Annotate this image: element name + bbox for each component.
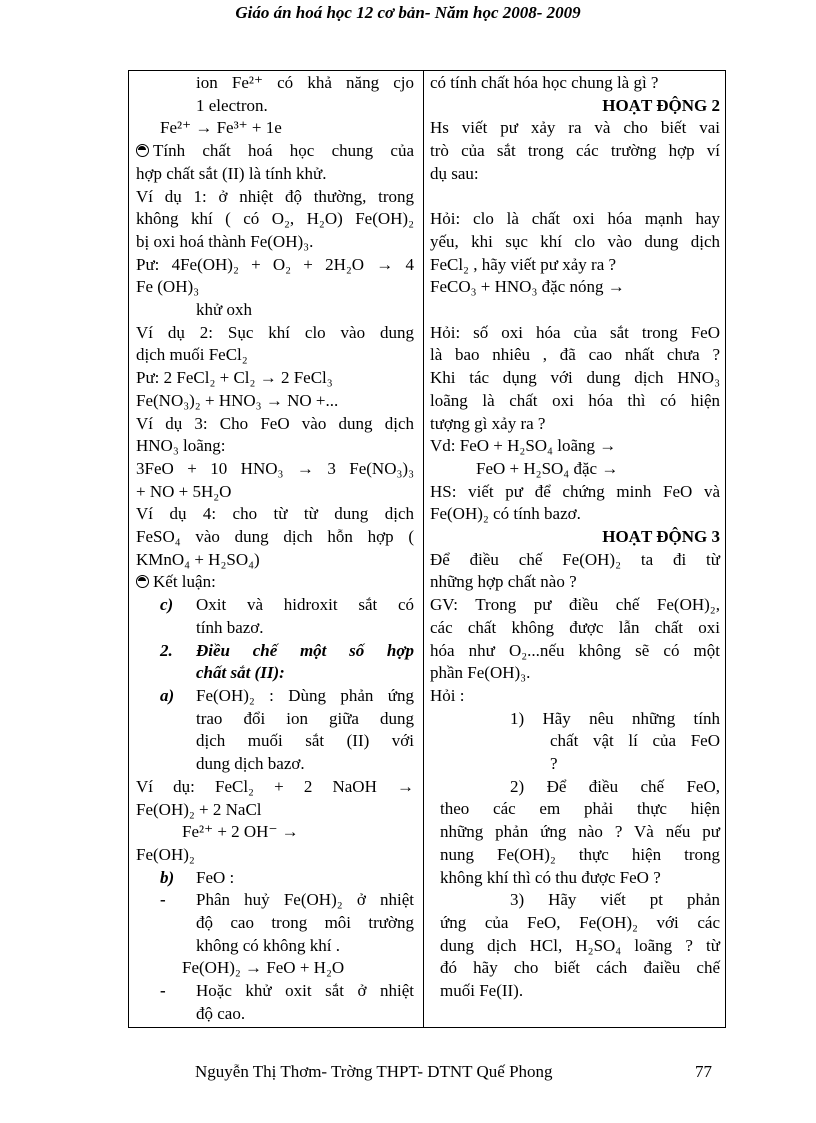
line-text: loãng là chất oxi hóa thì có hiện <box>430 390 720 410</box>
column-divider <box>423 70 424 1028</box>
line-text: Pư: 4Fe(OH)₂ + O₂ + 2H₂O → 4 <box>136 254 414 274</box>
list-marker: c) <box>160 595 174 615</box>
line-text: Ví dụ 4: cho từ từ dung dịch <box>136 504 414 524</box>
right-line <box>430 231 720 254</box>
line-text: Hs viết pư xảy ra và cho biết vai <box>430 118 720 138</box>
right-line <box>430 685 720 708</box>
right-line <box>430 662 720 685</box>
right-line <box>430 912 720 935</box>
line-text: tính bazơ. <box>196 617 264 637</box>
line-text: chất sắt (II): <box>196 663 285 683</box>
line-text: Vd: FeO + H₂SO₄ loãng → <box>430 436 617 456</box>
right-line <box>430 322 720 345</box>
line-text: Ví dụ 3: Cho FeO vào dung dịch <box>136 413 414 433</box>
left-line <box>136 186 414 209</box>
left-line <box>136 254 414 277</box>
line-text: Ví dụ 2: Sục khí clo vào dung <box>136 322 414 342</box>
line-text: Fe²⁺ → Fe³⁺ + 1e <box>160 118 282 138</box>
left-line <box>136 208 414 231</box>
right-line <box>430 571 720 594</box>
line-text: không có không khí . <box>196 935 341 955</box>
line-text: trò của sắt trong các trường hợp ví <box>430 141 720 161</box>
page-footer: Nguyễn Thị Thơm- Trờng THPT- DTNT Quế Phong <box>195 1062 553 1081</box>
list-marker: b) <box>160 867 175 887</box>
line-text: Điều chế một số hợp <box>196 640 414 660</box>
right-line <box>430 140 720 163</box>
list-marker: - <box>160 890 166 910</box>
right-line <box>430 95 720 118</box>
right-line <box>430 821 720 844</box>
right-line <box>430 299 720 322</box>
line-text: 1) Hãy nêu những tính <box>510 708 720 728</box>
left-line <box>136 912 414 935</box>
line-text: Fe(NO₃)₂ + HNO₃ → NO +... <box>136 390 339 410</box>
line-text: tượng gì xảy ra ? <box>430 413 546 433</box>
left-line <box>136 95 414 118</box>
left-line <box>136 571 414 594</box>
line-text: FeSO₄ vào dung dịch hỗn hợp ( <box>136 527 414 547</box>
left-line <box>136 299 414 322</box>
list-marker: a) <box>160 685 175 705</box>
right-line <box>430 776 720 799</box>
line-text: đó hãy cho biết cách đaiều chế <box>440 958 720 978</box>
line-text: Oxit và hidroxit sắt có <box>196 595 414 615</box>
line-text: theo các em phải thực hiện <box>440 799 720 819</box>
line-text: độ cao. <box>196 1003 246 1023</box>
right-line <box>430 163 720 186</box>
right-line <box>430 117 720 140</box>
right-line <box>430 753 720 776</box>
left-line <box>136 1003 414 1026</box>
line-text: 1 electron. <box>196 95 268 115</box>
right-line <box>430 549 720 572</box>
line-text: Hỏi: số oxi hóa của sắt trong FeO <box>430 322 720 342</box>
page-header: Giáo án hoá học 12 cơ bản- Năm học 2008- 2009 <box>235 3 581 22</box>
right-line <box>430 594 720 617</box>
line-text: dụ sau: <box>430 163 479 183</box>
line-text: Fe²⁺ + 2 OH⁻ → <box>182 822 299 842</box>
line-text: Tính chất hoá học chung của <box>153 141 414 161</box>
left-line <box>136 799 414 822</box>
line-text: Fe(OH)₂ <box>136 844 195 864</box>
left-line <box>136 117 414 140</box>
line-text: Hỏi: clo là chất oxi hóa mạnh hay <box>430 209 720 229</box>
left-line <box>136 322 414 345</box>
line-text: Fe(OH)₂ → FeO + H₂O <box>182 958 345 978</box>
left-line <box>136 503 414 526</box>
right-line <box>430 186 720 209</box>
line-text: HOẠT ĐỘNG 2 <box>602 95 720 115</box>
line-text: 3) Hãy viết pt phản <box>510 890 720 910</box>
line-text: không khí ( có O₂, H₂O) Fe(OH)₂ <box>136 209 414 229</box>
left-line <box>136 413 414 436</box>
line-text: Hoặc khử oxit sắt ở nhiệt <box>196 981 414 1001</box>
line-text: + NO + 5H₂O <box>136 481 232 501</box>
left-line <box>136 708 414 731</box>
line-text: dung dịch HCl, H₂SO₄ loãng ? từ <box>440 935 720 955</box>
left-line <box>136 140 414 163</box>
right-line <box>430 798 720 821</box>
line-text: muối Fe(II). <box>440 981 524 1001</box>
line-text: Phân huỷ Fe(OH)₂ ở nhiệt <box>196 890 414 910</box>
right-line <box>430 526 720 549</box>
right-line <box>430 980 720 1003</box>
line-text: FeO + H₂SO₄ đặc → <box>476 458 619 478</box>
right-line <box>430 503 720 526</box>
left-line <box>136 776 414 799</box>
line-text: 3FeO + 10 HNO₃ → 3 Fe(NO₃)₃ <box>136 458 414 478</box>
line-text: dung dịch bazơ. <box>196 754 305 774</box>
left-line <box>136 844 414 867</box>
line-text: Để điều chế Fe(OH)₂ ta đi từ <box>430 549 720 569</box>
left-line <box>136 889 414 912</box>
left-line <box>136 935 414 958</box>
left-line <box>136 867 414 890</box>
left-line <box>136 367 414 390</box>
line-text: Ví dụ 1: ở nhiệt độ thường, trong <box>136 186 414 206</box>
line-text: FeCl₂ , hãy viết pư xảy ra ? <box>430 254 617 274</box>
line-text: Hỏi : <box>430 685 465 705</box>
left-line <box>136 980 414 1003</box>
right-line <box>430 276 720 299</box>
left-line <box>136 957 414 980</box>
left-line <box>136 730 414 753</box>
line-text: độ cao trong môi trường <box>196 913 414 933</box>
right-line <box>430 72 720 95</box>
left-line <box>136 231 414 254</box>
left-line <box>136 526 414 549</box>
line-text: những phản ứng nào ? Và nếu pư <box>440 822 720 842</box>
line-text: bị oxi hoá thành Fe(OH)₃. <box>136 231 314 251</box>
line-text: ứng của FeO, Fe(OH)₂ với các <box>440 912 720 932</box>
right-line <box>430 708 720 731</box>
line-text: HOẠT ĐỘNG 3 <box>602 527 720 547</box>
line-text: dịch muối FeCl₂ <box>136 345 248 365</box>
left-line <box>136 481 414 504</box>
right-line <box>430 435 720 458</box>
line-text: Khi tác dụng với dung dịch HNO₃ <box>430 368 720 388</box>
line-text: chất vật lí của FeO <box>550 731 720 751</box>
right-line <box>430 867 720 890</box>
right-column <box>430 72 720 1003</box>
right-line <box>430 390 720 413</box>
line-text: HNO₃ loãng: <box>136 436 226 456</box>
right-line <box>430 844 720 867</box>
line-text: GV: Trong pư điều chế Fe(OH)₂, <box>430 595 720 615</box>
right-line <box>430 957 720 980</box>
right-line <box>430 458 720 481</box>
list-marker: - <box>160 981 166 1001</box>
line-text: ion Fe²⁺ có khả năng cjo <box>196 73 414 92</box>
left-column <box>136 72 414 1026</box>
line-text: yếu, khi sục khí clo vào dung dịch <box>430 231 720 251</box>
right-line <box>430 730 720 753</box>
line-text: Ví dụ: FeCl₂ + 2 NaOH → <box>136 776 414 796</box>
line-text: không khí thì có thu được FeO ? <box>440 867 661 887</box>
line-text: phần Fe(OH)₃. <box>430 663 531 683</box>
line-text: Fe(OH)₂ : Dùng phản ứng <box>196 685 414 705</box>
left-line <box>136 753 414 776</box>
left-line <box>136 821 414 844</box>
left-line <box>136 549 414 572</box>
line-text: HS: viết pư để chứng minh FeO và <box>430 481 720 501</box>
bullet-circle-icon <box>136 144 149 157</box>
right-line <box>430 935 720 958</box>
left-line <box>136 617 414 640</box>
line-text: hóa như O₂...nếu không sẽ có một <box>430 640 720 660</box>
line-text: Fe (OH)₃ <box>136 277 200 297</box>
line-text: trao đổi ion giữa dung <box>196 708 414 728</box>
line-text: Fe(OH)₂ có tính bazơ. <box>430 504 581 524</box>
left-line <box>136 276 414 299</box>
left-line <box>136 72 414 95</box>
line-text: 2) Để điều chế FeO, <box>510 776 720 796</box>
right-line <box>430 889 720 912</box>
right-line <box>430 254 720 277</box>
left-line <box>136 344 414 367</box>
right-line <box>430 208 720 231</box>
left-line <box>136 435 414 458</box>
line-text: hợp chất sắt (II) là tính khử. <box>136 163 327 183</box>
page-number: 77 <box>695 1062 712 1081</box>
line-text: dịch muối sắt (II) với <box>196 731 414 751</box>
left-line <box>136 662 414 685</box>
line-text: Fe(OH)₂ + 2 NaCl <box>136 799 262 819</box>
left-line <box>136 685 414 708</box>
right-line <box>430 413 720 436</box>
line-text: có tính chất hóa học chung là gì ? <box>430 73 659 92</box>
left-line <box>136 458 414 481</box>
line-text: ? <box>550 754 558 774</box>
line-text: KMnO₄ + H₂SO₄) <box>136 549 260 569</box>
line-text: là bao nhiêu , đã cao nhất chưa ? <box>430 345 720 365</box>
right-line <box>430 481 720 504</box>
line-text: Pư: 2 FeCl₂ + Cl₂ → 2 FeCl₃ <box>136 368 333 388</box>
line-text: khử oxh <box>196 300 252 320</box>
line-text: FeCO₃ + HNO₃ đặc nóng → <box>430 277 625 297</box>
right-line <box>430 617 720 640</box>
left-line <box>136 640 414 663</box>
left-line <box>136 163 414 186</box>
line-text: các chất không được lẫn chất oxi <box>430 617 720 637</box>
line-text: nung Fe(OH)₂ thực hiện trong <box>440 844 720 864</box>
right-line <box>430 344 720 367</box>
line-text: những hợp chất nào ? <box>430 572 577 592</box>
right-line <box>430 367 720 390</box>
list-marker: 2. <box>160 640 173 660</box>
line-text: Kết luận: <box>153 572 216 592</box>
right-line <box>430 640 720 663</box>
line-text: FeO : <box>196 867 235 887</box>
left-line <box>136 594 414 617</box>
bullet-circle-icon <box>136 575 149 588</box>
left-line <box>136 390 414 413</box>
